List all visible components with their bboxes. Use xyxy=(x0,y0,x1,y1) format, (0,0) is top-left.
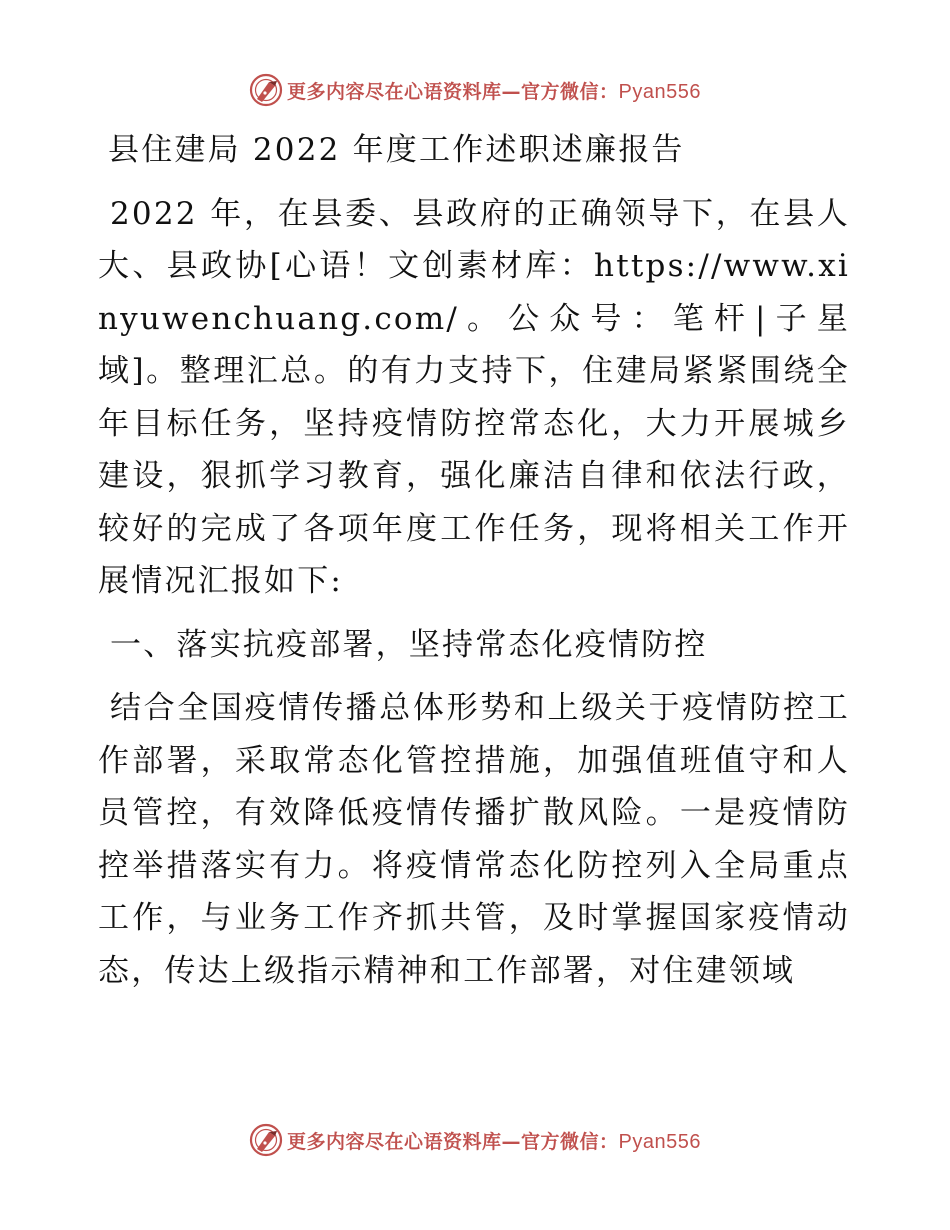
intro-paragraph: 2022 年，在县委、县政府的正确领导下，在县人大、县政协[心语！文创素材库：https://www.xinyuwenchuang.com/。公众号：笔杆|子星域]。整理汇总。的有力支持下，住建局紧紧围绕全年目标任务，坚持疫情防控常态化，大力开展城乡建设，狠抓学习教育，强化廉洁自律和依法行政，较好的完成了各项年度工作任务，现将相关工作开展情况汇报如下: xyxy=(98,195,850,599)
pen-nib-logo-icon xyxy=(249,1123,283,1157)
document-body xyxy=(98,124,850,997)
footer-watermark-banner xyxy=(0,1120,950,1160)
section-paragraph: 结合全国疫情传播总体形势和上级关于疫情防控工作部署，采取常态化管控措施，加强值班值守和人员管控，有效降低疫情传播扩散风险。一是疫情防控举措落实有力。将疫情常态化防控列入全局重点工作，与业务工作齐抓共管，及时掌握国家疫情动态，传达上级指示精神和工作部署，对住建领域 xyxy=(98,690,850,989)
pen-nib-logo-icon xyxy=(249,73,283,107)
header-watermark-text: 更多内容尽在心语资料库—官方微信：Pyan556 xyxy=(287,80,701,103)
header-watermark-banner xyxy=(0,70,950,110)
document-title: 县住建局 2022 年度工作述职述廉报告 xyxy=(108,132,685,168)
footer-watermark-text: 更多内容尽在心语资料库—官方微信：Pyan556 xyxy=(287,1130,701,1153)
section-heading: 一、落实抗疫部署，坚持常态化疫情防控 xyxy=(110,626,708,663)
